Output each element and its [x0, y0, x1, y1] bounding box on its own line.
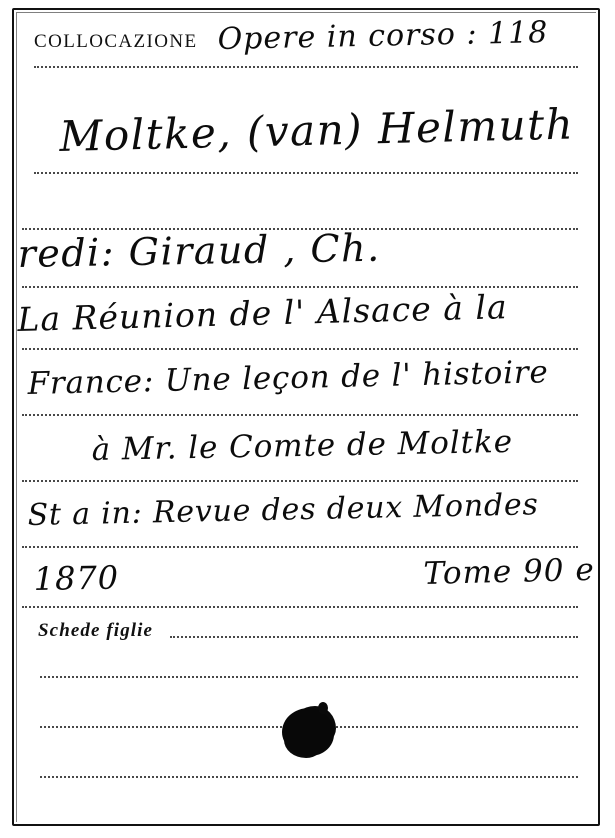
ink-blot-icon [282, 708, 334, 756]
ruling-line [22, 480, 578, 482]
ruling-line [22, 546, 578, 548]
year-handwritten: 1870 [33, 558, 120, 598]
ruling-line [34, 172, 578, 174]
entry-line-5: St a in: Revue des deux Mondes [27, 487, 539, 533]
ruling-line [22, 606, 578, 608]
ruling-line [170, 636, 578, 638]
author-heading-handwritten: Moltke, (van) Helmuth [58, 99, 575, 161]
schede-figlie-label: Schede figlie [38, 620, 154, 641]
ruling-line [40, 676, 578, 678]
ruling-line [22, 348, 578, 350]
ruling-line [34, 66, 578, 68]
entry-line-4: à Mr. le Comte de Moltke [91, 423, 514, 468]
ruling-line [40, 776, 578, 778]
entry-line-3: France: Une leçon de l' histoire [27, 354, 549, 402]
collocazione-label: COLLOCAZIONE [34, 31, 198, 52]
shelfmark-handwritten: Opere in corso : 118 [217, 15, 549, 57]
tome-handwritten: Tome 90 e [423, 551, 596, 592]
entry-line-2: La Réunion de l' Alsace à la [16, 287, 509, 339]
ruling-line [22, 414, 578, 416]
entry-line-1: redi: Giraud , Ch. [17, 225, 381, 276]
